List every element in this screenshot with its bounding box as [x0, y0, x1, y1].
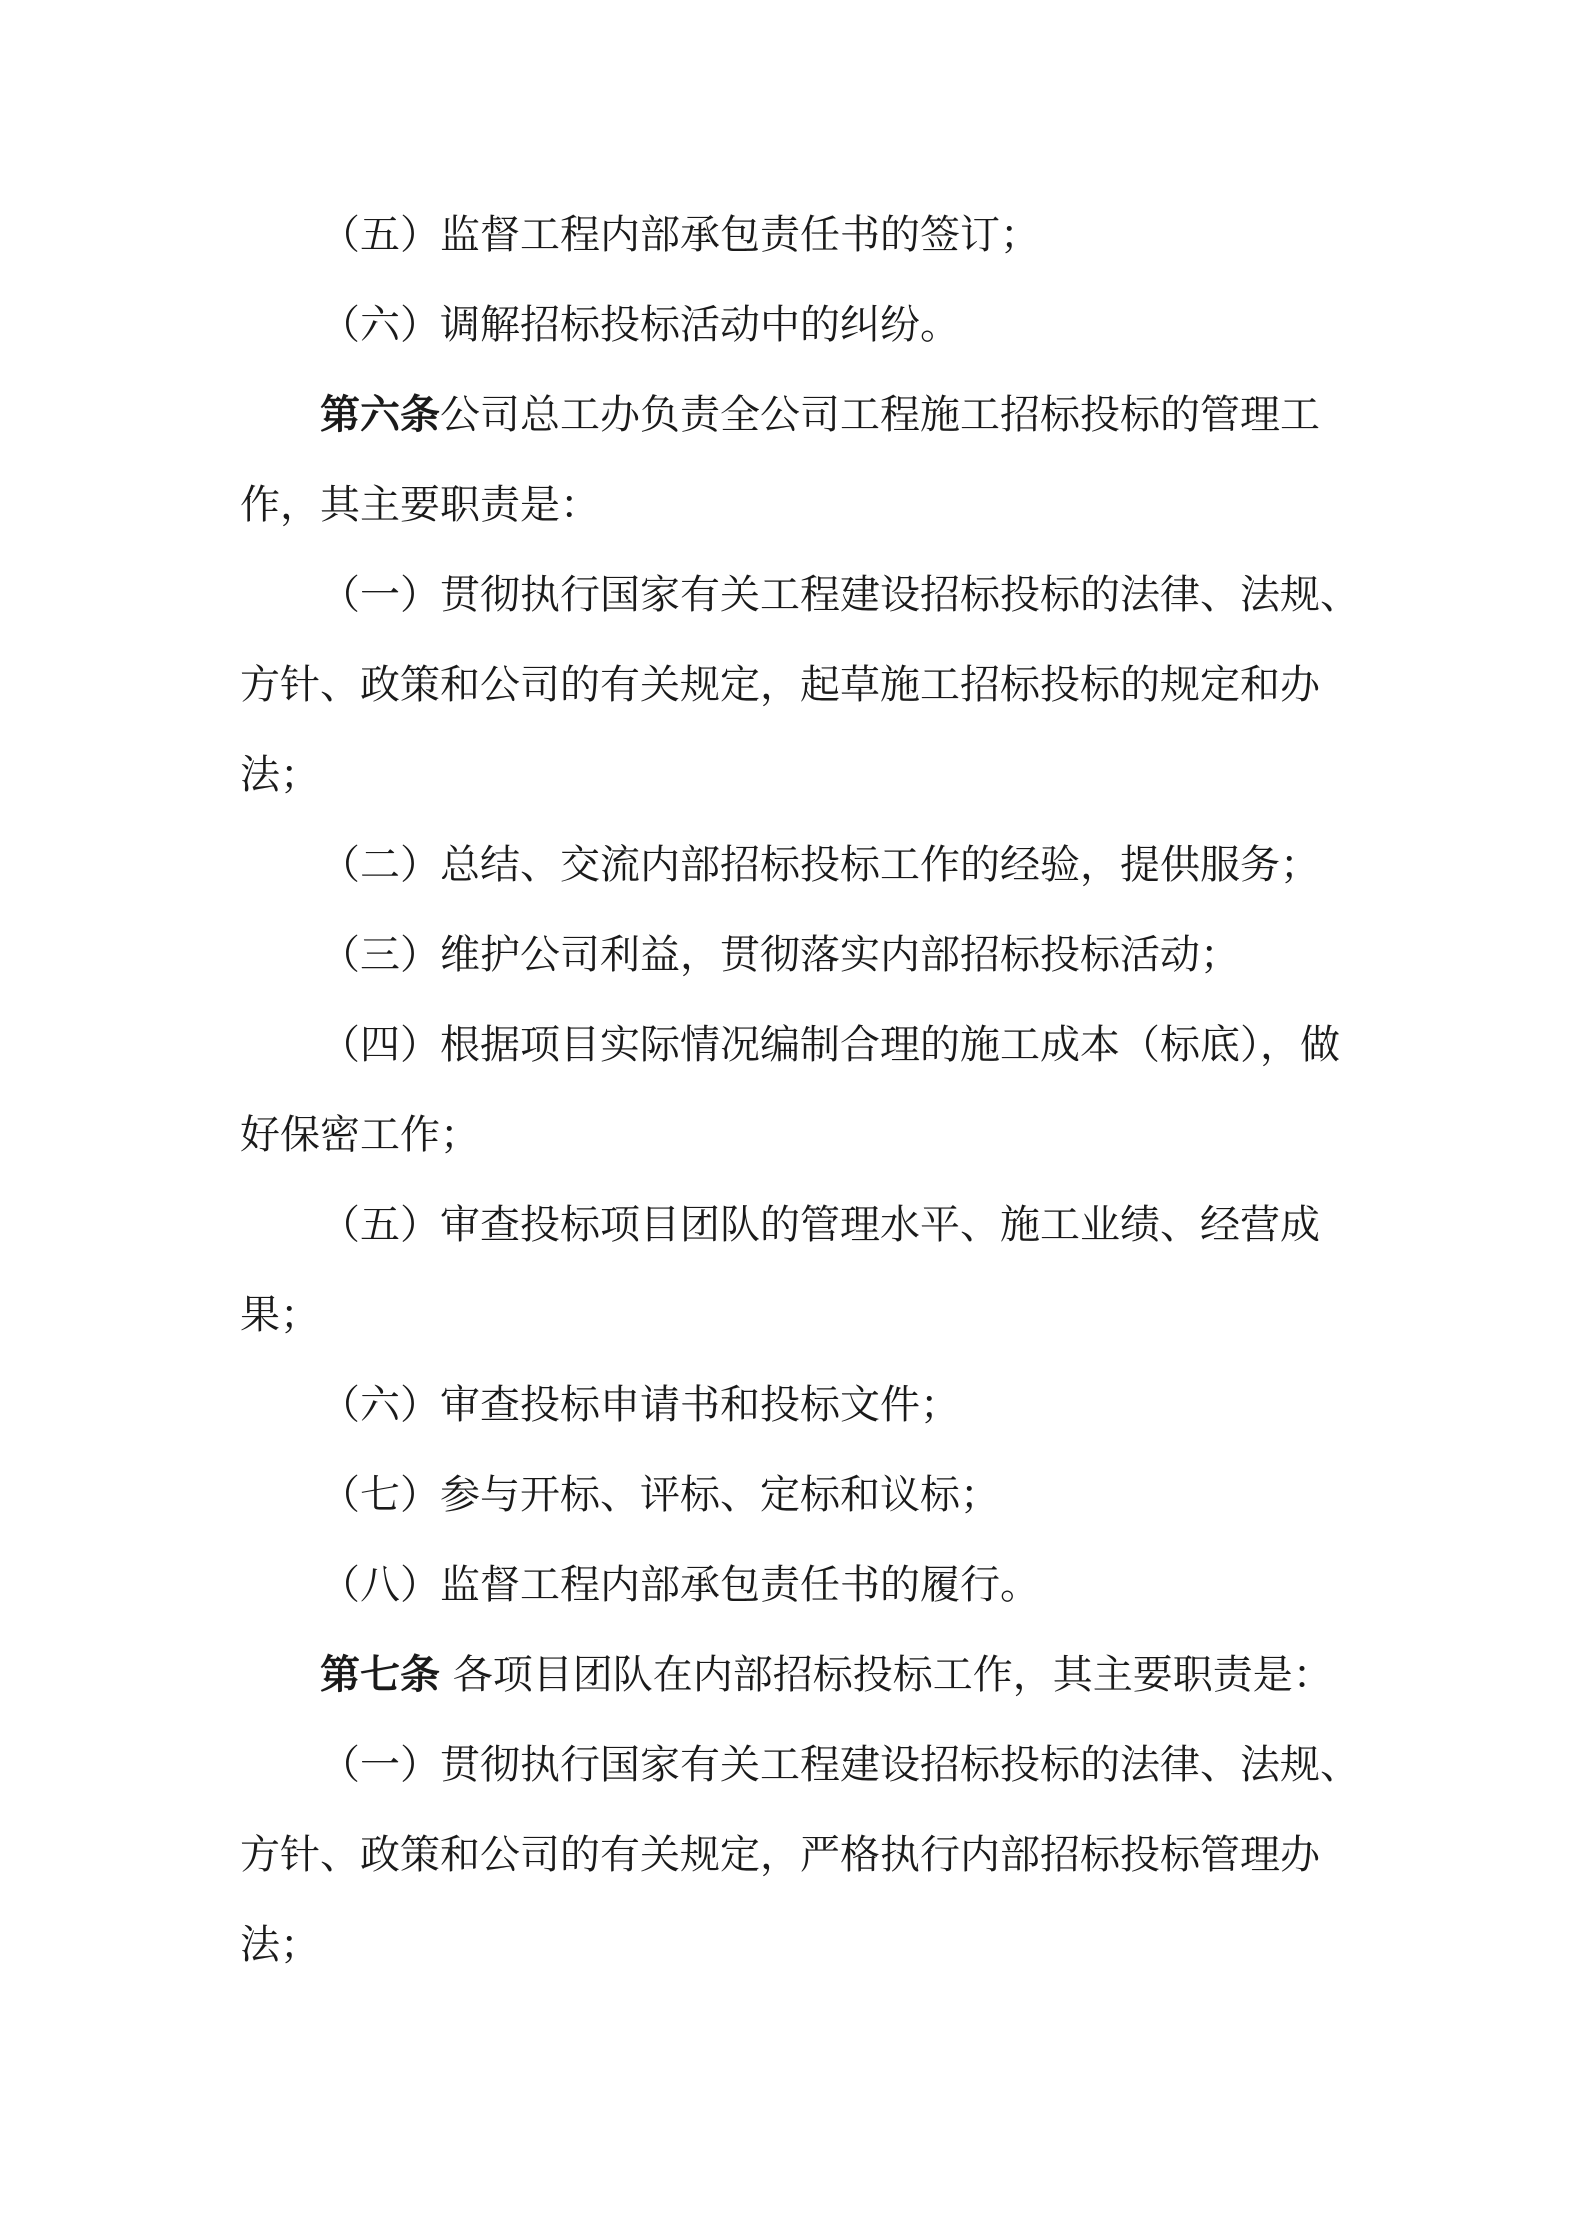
article-paragraph — [240, 1630, 1360, 1720]
paragraph: （八）监督工程内部承包责任书的履行。 — [320, 1562, 1040, 1608]
paragraph: （三）维护公司利益，贯彻落实内部招标投标活动； — [320, 932, 1240, 978]
article-heading: 第七条 — [320, 1651, 440, 1698]
article-text: 公司总工办负责全公司工程施工招标投标的管理工作，其主要职责是： — [240, 392, 1320, 528]
paragraph: （六）调解招标投标活动中的纠纷。 — [320, 302, 960, 348]
paragraph: （四）根据项目实际情况编制合理的施工成本（标底），做好保密工作； — [240, 1022, 1340, 1158]
article-text: 各项目团队在内部招标投标工作，其主要职责是： — [440, 1652, 1333, 1698]
paragraph: （二）总结、交流内部招标投标工作的经验，提供服务； — [320, 842, 1320, 888]
document-body — [240, 190, 1360, 1990]
paragraph: （一）贯彻执行国家有关工程建设招标投标的法律、法规、方针、政策和公司的有关规定，起草施工招标投标的规定和办法； — [240, 572, 1360, 798]
paragraph: （六）审查投标申请书和投标文件； — [320, 1382, 960, 1428]
article-heading: 第六条 — [320, 391, 440, 438]
article-paragraph — [240, 370, 1360, 550]
paragraph: （七）参与开标、评标、定标和议标； — [320, 1472, 1000, 1518]
paragraph: （五）监督工程内部承包责任书的签订； — [320, 212, 1040, 258]
paragraph: （一）贯彻执行国家有关工程建设招标投标的法律、法规、方针、政策和公司的有关规定，严格执行内部招标投标管理办法； — [240, 1742, 1360, 1968]
paragraph: （五）审查投标项目团队的管理水平、施工业绩、经营成果； — [240, 1202, 1320, 1338]
